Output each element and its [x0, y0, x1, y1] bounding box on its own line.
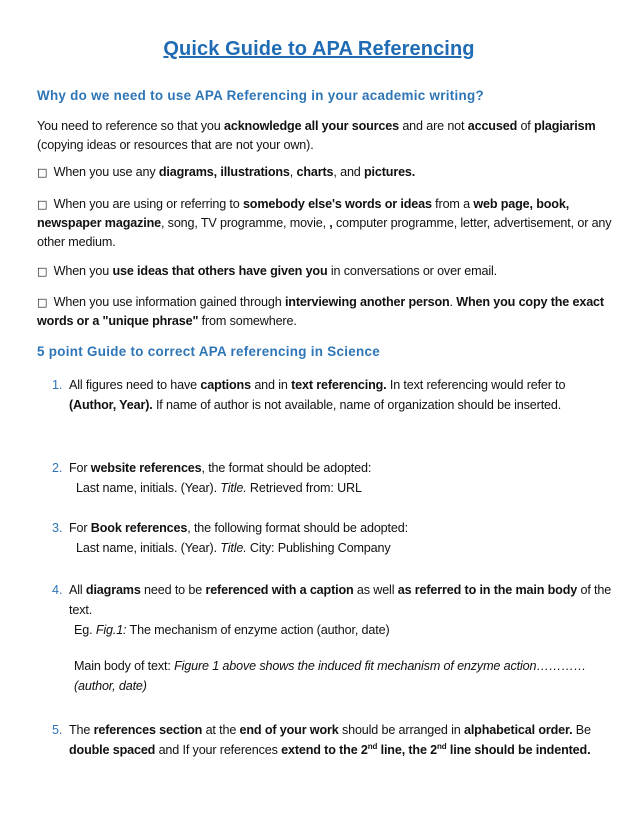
bullet-interviewing — [37, 293, 617, 331]
list-item — [52, 458, 612, 498]
text: Last name, initials. (Year). — [76, 481, 221, 495]
text: and in — [250, 378, 292, 392]
text: When you — [50, 264, 113, 278]
caption-example — [74, 620, 612, 640]
text: All — [69, 583, 86, 597]
superscript: nd — [437, 741, 447, 751]
section-heading-why: Why do we need to use APA Referencing in your academic writing? — [37, 88, 484, 103]
italic-text: Figure 1 above shows the induced fit mechanism of enzyme action………… (author, date) — [74, 659, 587, 693]
text: If name of author is not available, name of organization should be inserted. — [152, 398, 562, 412]
bold-text: referenced with a caption — [205, 583, 354, 597]
bold-text: website references — [90, 461, 202, 475]
text: line should be indented. — [446, 743, 591, 757]
bold-text — [281, 743, 590, 757]
text: should be arranged in — [338, 723, 464, 737]
checkbox-bullet-icon: □ — [37, 198, 48, 211]
text: computer programme, letter, advertisement, or any other medium. — [37, 216, 612, 249]
text: as well — [353, 583, 398, 597]
text: from a — [431, 197, 474, 211]
list-number: 3. — [52, 521, 63, 535]
bold-text: text referencing. — [291, 378, 387, 392]
bold-text: Book references — [90, 521, 188, 535]
text: , and — [333, 165, 364, 179]
bold-text: somebody else's words or ideas — [242, 197, 432, 211]
text: from somewhere. — [198, 314, 297, 328]
text: in conversations or over email. — [327, 264, 498, 278]
list-item-text — [69, 580, 612, 620]
text: When you are using or referring to — [50, 197, 243, 211]
text: When you use information gained through — [50, 295, 285, 309]
text: line, the 2 — [377, 743, 438, 757]
text: at the — [202, 723, 240, 737]
list-item — [52, 580, 612, 696]
page-title: Quick Guide to APA Referencing — [163, 38, 475, 60]
bold-text: end of your work — [239, 723, 339, 737]
text: Be — [572, 723, 591, 737]
format-example — [76, 538, 612, 558]
text: (copying ideas or resources that are not your own). — [37, 138, 314, 152]
checkbox-bullet-icon: □ — [37, 166, 48, 179]
text: of the text. — [69, 583, 612, 617]
italic-text: Title. — [220, 481, 247, 495]
main-body-example — [74, 656, 594, 696]
text: For — [69, 521, 91, 535]
checkbox-bullet-icon: □ — [37, 296, 48, 309]
text: and If your references — [155, 743, 282, 757]
bold-text: , — [329, 216, 333, 230]
italic-text: Title. — [220, 541, 247, 555]
text: . — [449, 295, 457, 309]
text: need to be — [140, 583, 206, 597]
text: , song, TV programme, movie, — [160, 216, 330, 230]
bold-text: acknowledge all your sources — [223, 119, 399, 133]
text: City: Publishing Company — [246, 541, 391, 555]
list-item — [52, 518, 612, 558]
bold-text: references section — [93, 723, 203, 737]
text: The mechanism of enzyme action (author, date) — [126, 623, 390, 637]
bold-text: double spaced — [69, 743, 156, 757]
text: Main body of text: — [74, 659, 175, 673]
bullet-diagrams — [37, 163, 617, 182]
superscript: nd — [367, 741, 378, 751]
intro-paragraph — [37, 117, 617, 155]
bold-text: use ideas that others have given you — [112, 264, 328, 278]
bold-text: pictures. — [364, 165, 416, 179]
bullet-conversations — [37, 262, 617, 281]
text: When you use any — [50, 165, 159, 179]
text: For — [69, 461, 91, 475]
bold-text: alphabetical order. — [463, 723, 573, 737]
list-item-text — [69, 518, 612, 538]
checkbox-bullet-icon: □ — [37, 265, 48, 278]
list-item-text — [69, 375, 612, 415]
bold-text: accused — [467, 119, 518, 133]
bold-text: interviewing another person — [284, 295, 450, 309]
list-number: 1. — [52, 378, 63, 392]
bold-text: (Author, Year). — [69, 398, 153, 412]
section-heading-guide: 5 point Guide to correct APA referencing in Science — [37, 344, 380, 359]
bold-text: plagiarism — [534, 119, 596, 133]
format-example — [76, 478, 612, 498]
list-number: 4. — [52, 583, 63, 597]
list-item — [52, 375, 612, 415]
text: of — [517, 119, 535, 133]
bold-text: When you copy the exact words or a "unique phrase" — [37, 295, 604, 328]
text: In text referencing would refer to — [386, 378, 566, 392]
text: , the format should be adopted: — [201, 461, 372, 475]
bold-text: diagrams — [85, 583, 141, 597]
text: Retrieved from: URL — [246, 481, 362, 495]
list-number: 2. — [52, 461, 63, 475]
text: , the following format should be adopted: — [187, 521, 408, 535]
text: You need to reference so that you — [37, 119, 224, 133]
list-item-text — [69, 720, 612, 760]
text: Last name, initials. (Year). — [76, 541, 221, 555]
text: , — [289, 165, 297, 179]
text: The — [69, 723, 94, 737]
bold-text: web page, book, newspaper magazine — [37, 197, 570, 230]
list-number: 5. — [52, 723, 63, 737]
text: and are not — [398, 119, 468, 133]
bullet-words-ideas — [37, 195, 617, 252]
list-item — [52, 720, 612, 760]
list-item-text — [69, 458, 612, 478]
text: extend to the 2 — [281, 743, 368, 757]
bold-text: charts — [296, 165, 334, 179]
bold-text: captions — [200, 378, 251, 392]
text: All figures need to have — [69, 378, 201, 392]
bold-text: diagrams, illustrations — [158, 165, 290, 179]
text: Eg. — [74, 623, 96, 637]
bold-text: as referred to in the main body — [397, 583, 578, 597]
italic-text: Fig.1: — [95, 623, 127, 637]
